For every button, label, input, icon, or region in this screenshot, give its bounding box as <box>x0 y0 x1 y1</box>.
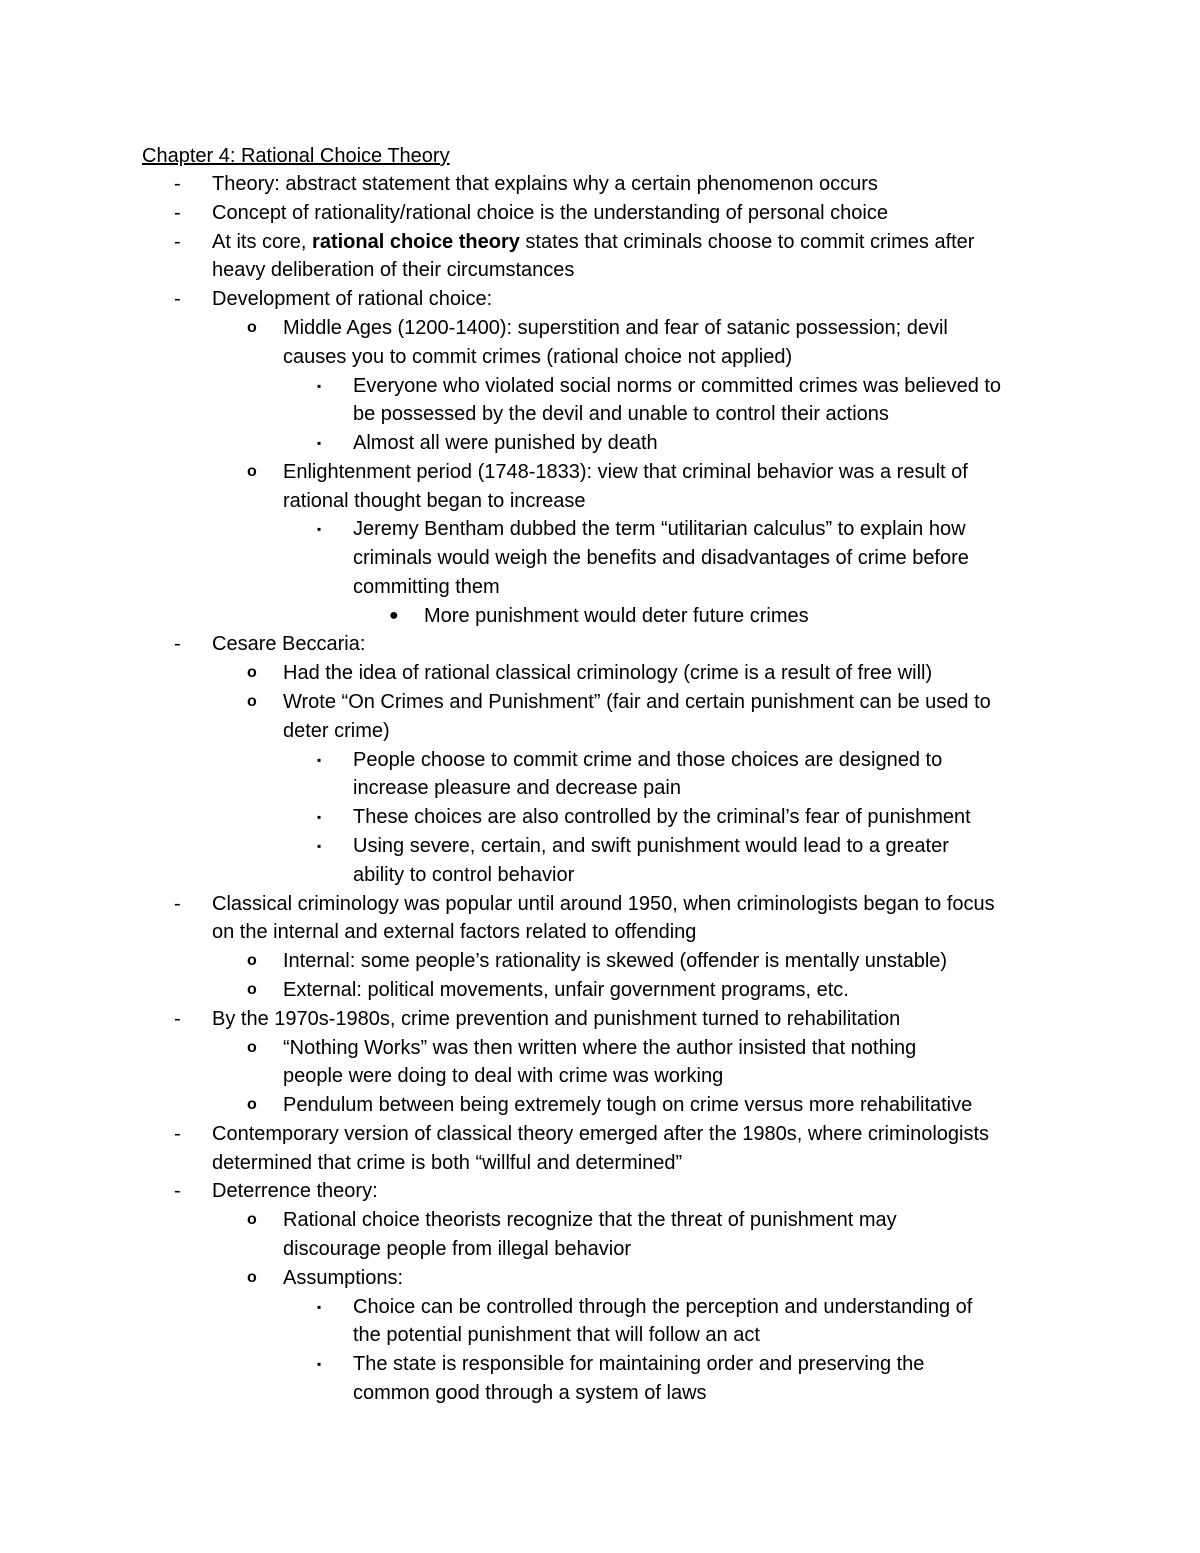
list-item: Enlightenment period (1748-1833): view that criminal behavior was a result of <box>283 461 968 483</box>
dash-bullet: - <box>174 288 181 310</box>
dash-bullet: - <box>174 202 181 224</box>
dash-bullet: - <box>174 893 181 915</box>
square-bullet: ▪ <box>317 1357 322 1371</box>
list-item-continuation: on the internal and external factors related to offending <box>212 921 697 943</box>
list-item: Everyone who violated social norms or committed crimes was believed to <box>353 375 1002 397</box>
list-item: Almost all were punished by death <box>353 432 658 454</box>
list-item-continuation: increase pleasure and decrease pain <box>353 777 681 799</box>
list-item: Theory: abstract statement that explains why a certain phenomenon occurs <box>212 173 878 195</box>
list-item-continuation: people were doing to deal with crime was working <box>283 1065 724 1087</box>
list-item: Deterrence theory: <box>212 1180 378 1202</box>
list-item: Assumptions: <box>283 1267 404 1289</box>
list-item: These choices are also controlled by the criminal’s fear of punishment <box>353 806 971 828</box>
list-item-continuation: be possessed by the devil and unable to control their actions <box>353 403 889 425</box>
dash-bullet: - <box>174 173 181 195</box>
list-item: Wrote “On Crimes and Punishment” (fair and certain punishment can be used to <box>283 691 991 713</box>
dash-bullet: - <box>174 1180 181 1202</box>
list-item: “Nothing Works” was then written where the author insisted that nothing <box>283 1037 917 1059</box>
list-item <box>212 228 974 257</box>
square-bullet: ▪ <box>317 379 322 393</box>
circle-bullet: o <box>247 952 257 969</box>
key-term: rational choice theory <box>312 231 520 253</box>
list-item-continuation: causes you to commit crimes (rational choice not applied) <box>283 346 793 368</box>
list-item: The state is responsible for maintaining order and preserving the <box>353 1353 925 1375</box>
chapter-title: Chapter 4: Rational Choice Theory <box>142 145 450 167</box>
list-item-text: At its core, <box>212 231 313 253</box>
list-item-continuation: determined that crime is both “willful and determined” <box>212 1152 683 1174</box>
list-item: Concept of rationality/rational choice is the understanding of personal choice <box>212 202 888 224</box>
circle-bullet: o <box>247 1211 257 1228</box>
circle-bullet: o <box>247 319 257 336</box>
list-item: Jeremy Bentham dubbed the term “utilitarian calculus” to explain how <box>353 518 966 540</box>
circle-bullet: o <box>247 693 257 710</box>
circle-bullet: o <box>247 1039 257 1056</box>
list-item-continuation: discourage people from illegal behavior <box>283 1238 631 1260</box>
list-item-continuation: the potential punishment that will follow an act <box>353 1324 760 1346</box>
list-item: By the 1970s-1980s, crime prevention and punishment turned to rehabilitation <box>212 1008 901 1030</box>
circle-bullet: o <box>247 1096 257 1113</box>
square-bullet: ▪ <box>317 1300 322 1314</box>
list-item: Choice can be controlled through the perception and understanding of <box>353 1296 973 1318</box>
circle-bullet: o <box>247 664 257 681</box>
circle-bullet: o <box>247 463 257 480</box>
list-item-continuation: committing them <box>353 576 500 598</box>
dash-bullet: - <box>174 633 181 655</box>
list-item-continuation: deter crime) <box>283 720 390 742</box>
dash-bullet: - <box>174 1123 181 1145</box>
square-bullet: ▪ <box>317 810 322 824</box>
circle-bullet: o <box>247 1269 257 1286</box>
list-item-continuation: criminals would weigh the benefits and disadvantages of crime before <box>353 547 969 569</box>
square-bullet: ▪ <box>317 522 322 536</box>
list-item: Development of rational choice: <box>212 288 493 310</box>
dash-bullet: - <box>174 231 181 253</box>
list-item: Had the idea of rational classical criminology (crime is a result of free will) <box>283 662 933 684</box>
list-item-continuation: common good through a system of laws <box>353 1382 707 1404</box>
list-item-text: states that criminals choose to commit crimes after <box>519 231 975 253</box>
dash-bullet: - <box>174 1008 181 1030</box>
list-item: Internal: some people’s rationality is skewed (offender is mentally unstable) <box>283 950 948 972</box>
list-item: External: political movements, unfair government programs, etc. <box>283 979 849 1001</box>
list-item: Contemporary version of classical theory emerged after the 1980s, where criminologists <box>212 1123 990 1145</box>
list-item-continuation: heavy deliberation of their circumstances <box>212 259 575 281</box>
list-item: Pendulum between being extremely tough on crime versus more rehabilitative <box>283 1094 973 1116</box>
list-item-continuation: ability to control behavior <box>353 864 575 886</box>
list-item: Middle Ages (1200-1400): superstition and fear of satanic possession; devil <box>283 317 948 339</box>
square-bullet: ▪ <box>317 839 322 853</box>
circle-bullet: o <box>247 981 257 998</box>
list-item: More punishment would deter future crimes <box>424 605 809 627</box>
dot-bullet: ● <box>389 607 399 624</box>
list-item-continuation: rational thought began to increase <box>283 490 586 512</box>
square-bullet: ▪ <box>317 753 322 767</box>
list-item: Using severe, certain, and swift punishment would lead to a greater <box>353 835 949 857</box>
list-item: Rational choice theorists recognize that the threat of punishment may <box>283 1209 897 1231</box>
list-item: Cesare Beccaria: <box>212 633 366 655</box>
list-item: People choose to commit crime and those choices are designed to <box>353 749 943 771</box>
square-bullet: ▪ <box>317 436 322 450</box>
list-item: Classical criminology was popular until around 1950, when criminologists began to focus <box>212 893 995 915</box>
